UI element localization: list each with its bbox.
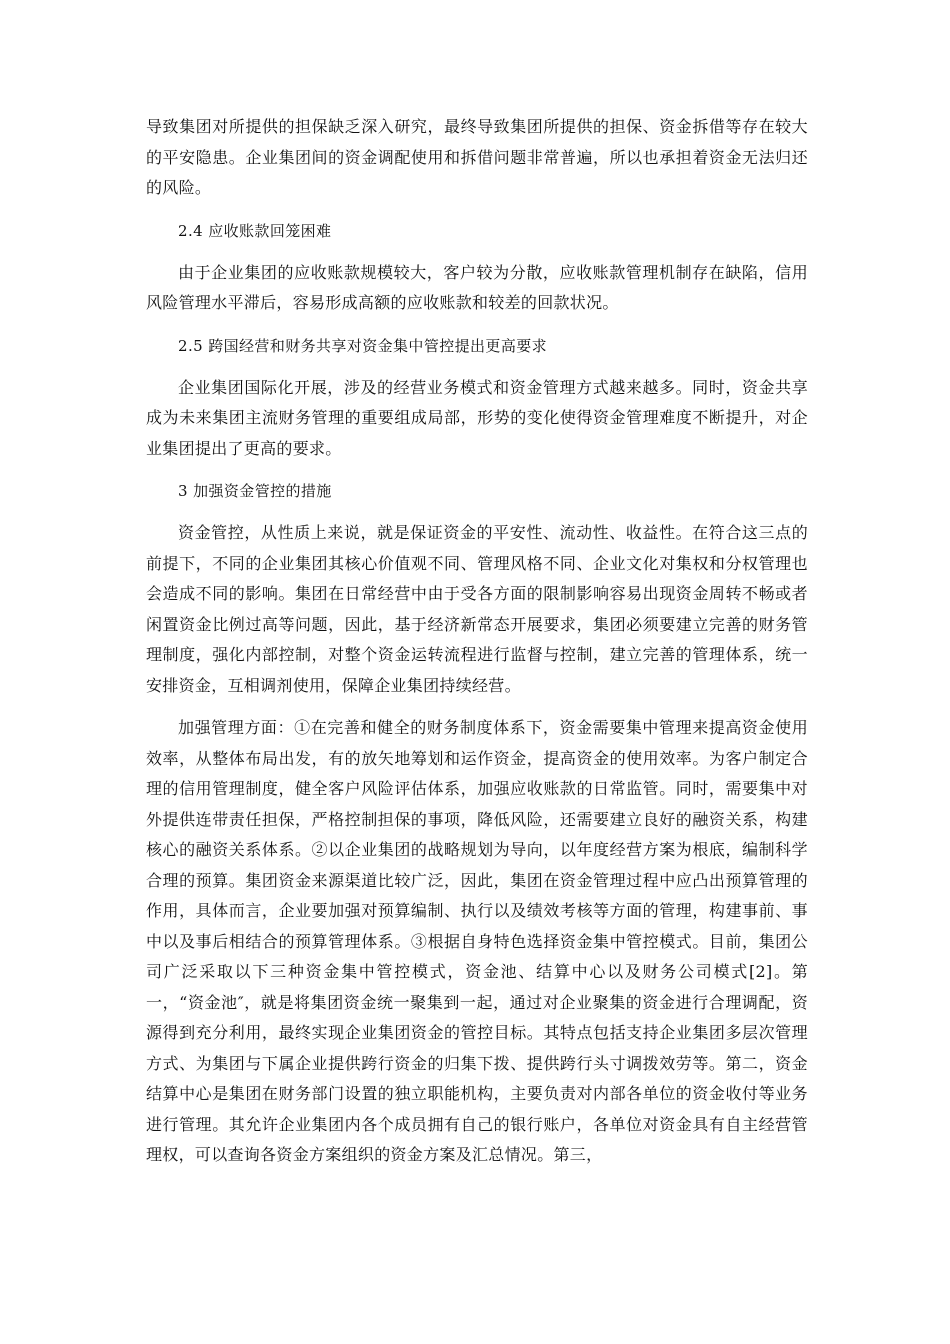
section-heading-2-4: 2.4 应收账款回笼困难 <box>178 221 332 240</box>
document-body <box>146 112 808 1183</box>
paragraph-intro: 导致集团对所提供的担保缺乏深入研究，最终导致集团所提供的担保、资金拆借等存在较大的平安隐患。企业集团间的资金调配使用和拆借问题非常普遍，所以也承担着资金无法归还的风险。 <box>146 117 808 197</box>
paragraph-receivables: 由于企业集团的应收账款规模较大，客户较为分散，应收账款管理机制存在缺陷，信用风险管理水平滞后，容易形成高额的应收账款和较差的回款状况。 <box>146 262 808 312</box>
section-heading-2-5: 2.5 跨国经营和财务共享对资金集中管控提出更高要求 <box>178 336 548 355</box>
paragraph-management-measures: 加强管理方面：①在完善和健全的财务制度体系下，资金需要集中管理来提高资金使用效率，从整体布局出发，有的放矢地筹划和运作资金，提高资金的使用效率。为客户制定合理的信用管理制度，健全客户风险评估体系，加强应收账款的日常监管。同时，需要集中对外提供连带责任担保，严格控制担保的事项，降低风险，还需要建立良好的融资关系，构建核心的融资关系体系。②以企业集团的战略规划为导向，以年度经营方案为根底，编制科学合理的预算。集团资金来源渠道比较广泛，因此，集团在资金管理过程中应凸出预算管理的作用，具体而言，企业要加强对预算编制、执行以及绩效考核等方面的管理，构建事前、事中以及事后相结合的预算管理体系。③根据自身特色选择资金集中管控模式。目前，集团公司广泛采取以下三种资金集中管控模式，资金池、结算中心以及财务公司模式[2]。第一，“资金池″，就是将集团资金统一聚集到一起，通过对企业聚集的资金进行合理调配，资源得到充分利用，最终实现企业集团资金的管控目标。其特点包括支持企业集团多层次管理方式、为集团与下属企业提供跨行资金的归集下拨、提供跨行头寸调拨效劳等。第二，资金结算中心是集团在财务部门设置的独立职能机构，主要负责对内部各单位的资金收付等业务进行管理。其允许企业集团内各个成员拥有自己的银行账户，各单位对资金具有自主经营管理权，可以查询各资金方案组织的资金方案及汇总情况。第三， <box>146 718 808 1164</box>
paragraph-fund-control: 资金管控，从性质上来说，就是保证资金的平安性、流动性、收益性。在符合这三点的前提下，不同的企业集团其核心价值观不同、管理风格不同、企业文化对集权和分权管理也会造成不同的影响。集团在日常经营中由于受各方面的限制影响容易出现资金周转不畅或者闲置资金比例过高等问题，因此，基于经济新常态开展要求，集团必须要建立完善的财务管理制度，强化内部控制，对整个资金运转流程进行监督与控制，建立完善的管理体系，统一安排资金，互相调剂使用，保障企业集团持续经营。 <box>146 523 808 695</box>
section-heading-3: 3 加强资金管控的措施 <box>178 482 332 500</box>
paragraph-internationalization: 企业集团国际化开展，涉及的经营业务模式和资金管理方式越来越多。同时，资金共享成为未来集团主流财务管理的重要组成局部，形势的变化使得资金管理难度不断提升，对企业集团提出了更高的要求。 <box>146 377 808 458</box>
